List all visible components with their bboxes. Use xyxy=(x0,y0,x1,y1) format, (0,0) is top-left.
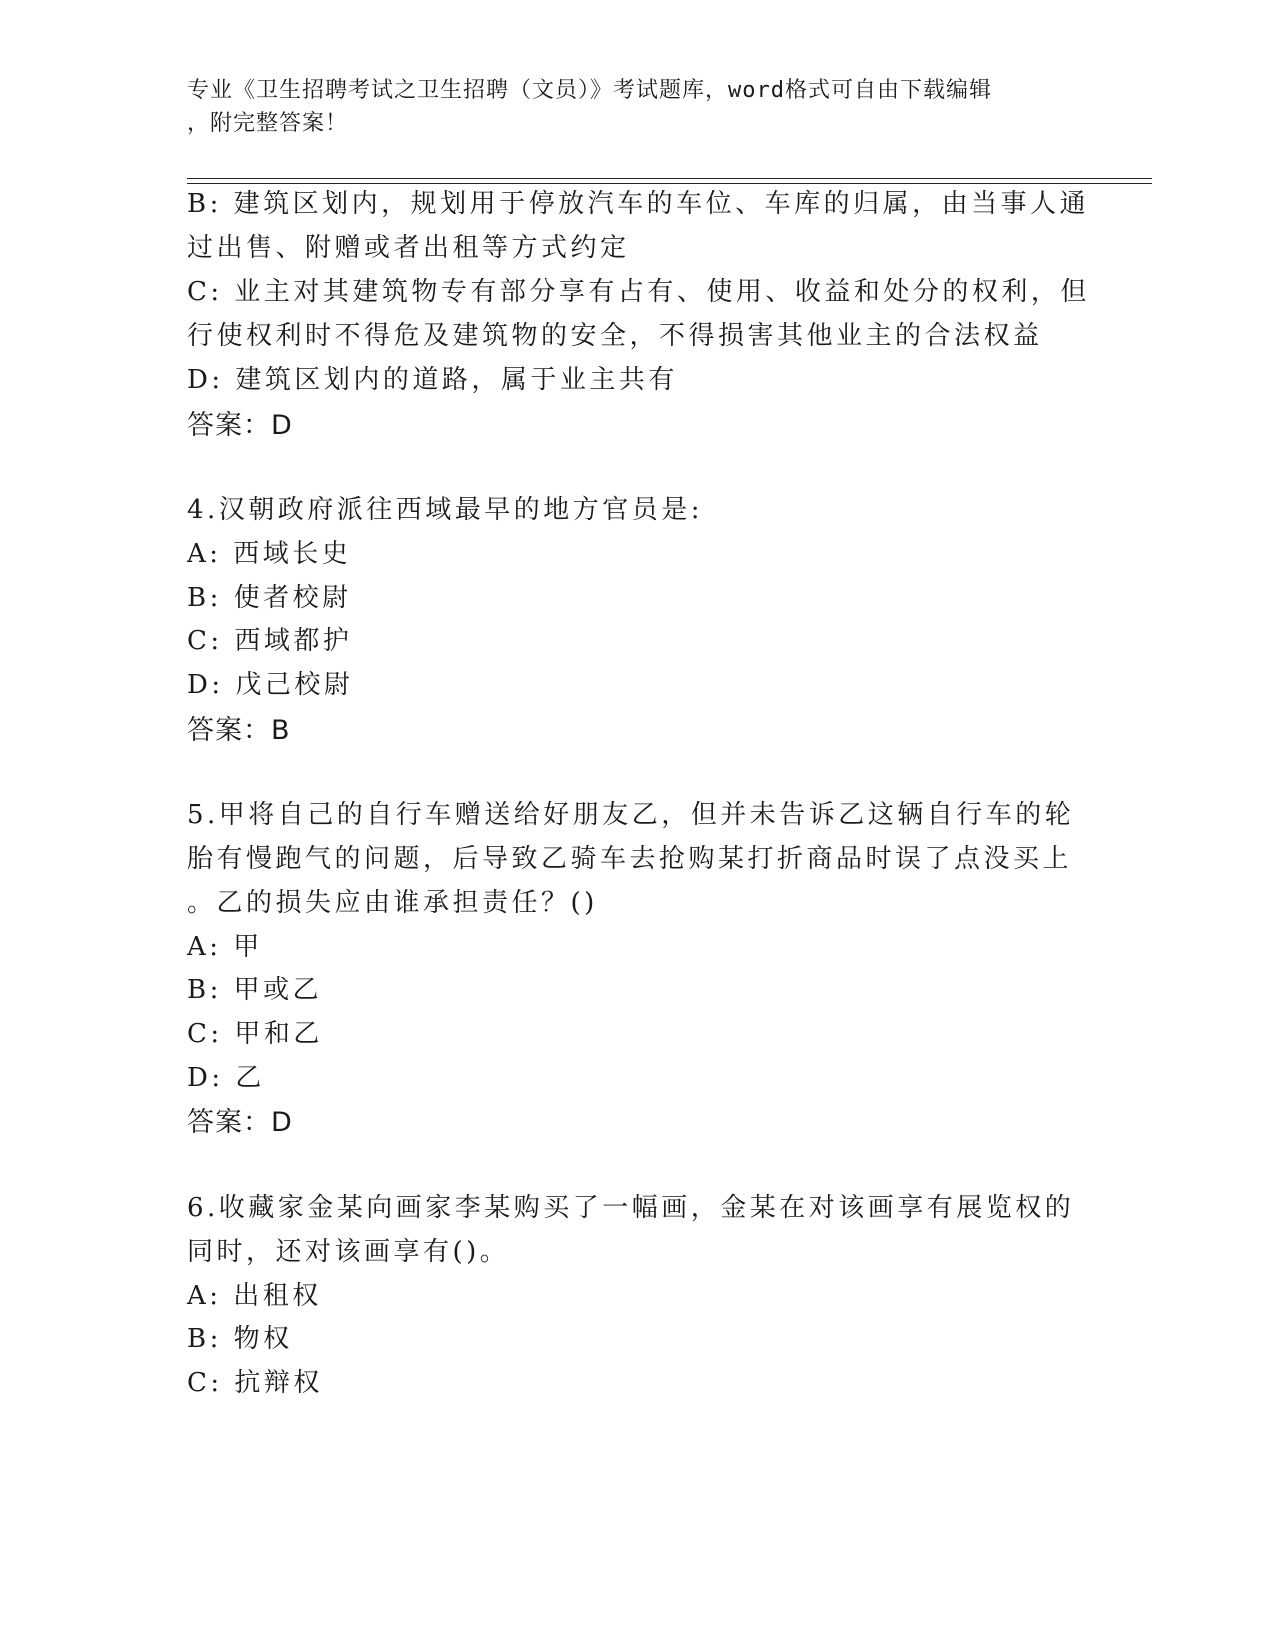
q6-option-a: A: 出租权 xyxy=(187,1281,322,1311)
header-rule-top xyxy=(187,178,1152,179)
q6-question-line-1: 6.收藏家金某向画家李某购买了一幅画，金某在对该画享有展览权的 xyxy=(187,1193,1075,1223)
q3-answer: 答案：D xyxy=(187,410,293,441)
q4-answer: 答案：B xyxy=(187,715,291,746)
q3-option-d: D: 建筑区划内的道路，属于业主共有 xyxy=(187,365,678,395)
q5-answer: 答案：D xyxy=(187,1107,293,1138)
q3-option-c-line-2: 行使权利时不得危及建筑物的安全，不得损害其他业主的合法权益 xyxy=(187,321,1043,351)
document-header xyxy=(187,74,1087,140)
q4-option-c: C: 西域都护 xyxy=(187,626,353,656)
q3-option-c-line-1: C: 业主对其建筑物专有部分享有占有、使用、收益和处分的权利，但 xyxy=(187,277,1090,307)
q6-option-c: C: 抗辩权 xyxy=(187,1368,323,1398)
q5-question-line-3: 。乙的损失应由谁承担责任？() xyxy=(187,888,598,918)
header-line-2: ，附完整答案！ xyxy=(187,111,349,136)
q4-question: 4.汉朝政府派往西域最早的地方官员是: xyxy=(187,495,704,525)
q4-option-a: A: 西域长史 xyxy=(187,539,352,569)
header-line-1: 专业《卫生招聘考试之卫生招聘（文员）》考试题库，word格式可自由下载编辑 xyxy=(187,78,992,103)
q6-question-line-2: 同时，还对该画享有()。 xyxy=(187,1237,510,1267)
q5-option-a: A: 甲 xyxy=(187,932,263,962)
q4-option-d: D: 戊己校尉 xyxy=(187,670,354,700)
q5-option-c: C: 甲和乙 xyxy=(187,1019,323,1049)
q3-option-b-line-2: 过出售、附赠或者出租等方式约定 xyxy=(187,233,630,263)
q4-option-b: B: 使者校尉 xyxy=(187,583,352,613)
q5-option-b: B: 甲或乙 xyxy=(187,975,323,1005)
q5-question-line-1: 5.甲将自己的自行车赠送给好朋友乙，但并未告诉乙这辆自行车的轮 xyxy=(187,800,1075,830)
q3-option-b-line-1: B: 建筑区划内，规划用于停放汽车的车位、车库的归属，由当事人通 xyxy=(187,189,1090,219)
q6-option-b: B: 物权 xyxy=(187,1324,293,1354)
q5-option-d: D: 乙 xyxy=(187,1063,265,1093)
q5-question-line-2: 胎有慢跑气的问题，后导致乙骑车去抢购某打折商品时误了点没买上 xyxy=(187,844,1073,874)
